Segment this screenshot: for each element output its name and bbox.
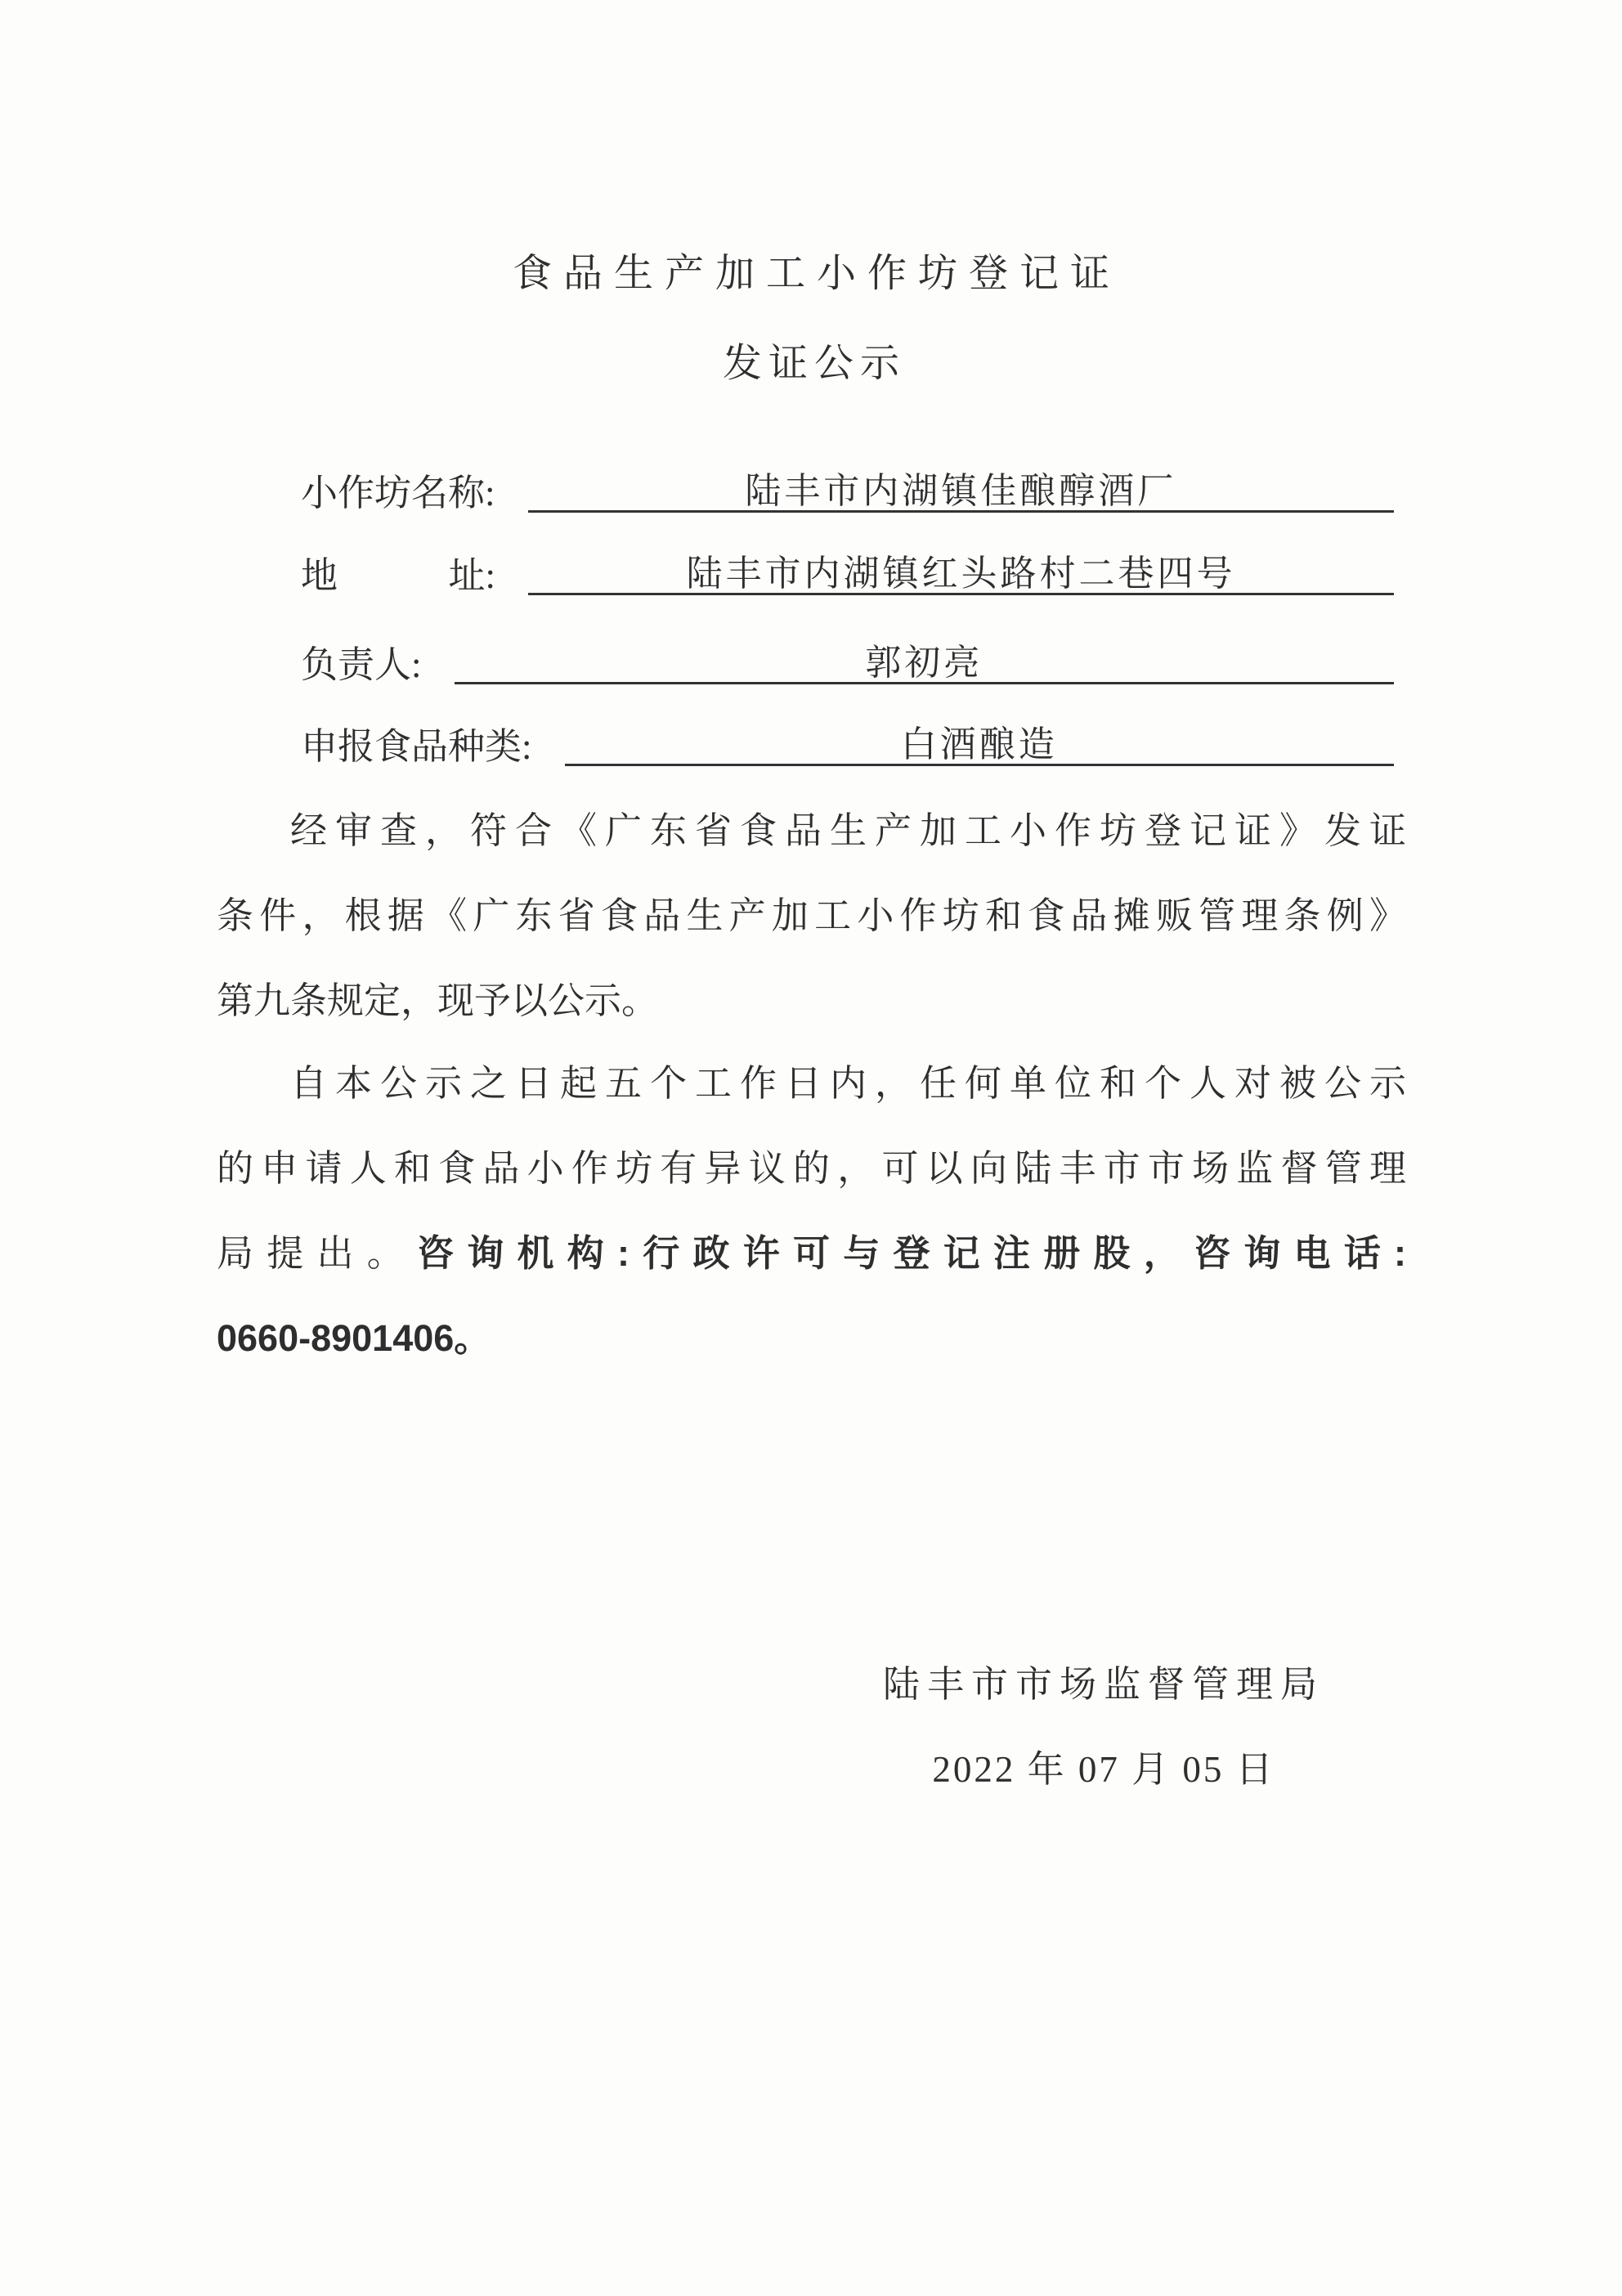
document-title: 食品生产加工小作坊登记证 bbox=[512, 252, 1121, 295]
workshop-name-label: 小作坊名称: bbox=[301, 473, 495, 513]
review-line-1: 经审查，符合《广东省食品生产加工小作坊登记证》发证 bbox=[290, 810, 1406, 851]
paragraph-objection bbox=[217, 1041, 1406, 1381]
objection-line-4-phone: 0660-8901406。 bbox=[217, 1317, 491, 1359]
document-subtitle: 发证公示 bbox=[722, 342, 906, 385]
food-category-value: 白酒酿造 bbox=[565, 725, 1394, 766]
signature-block bbox=[883, 1642, 1324, 1812]
objection-line-2: 的申请人和食品小作坊有异议的，可以向陆丰市市场监督管理 bbox=[217, 1148, 1406, 1189]
paragraph-review bbox=[217, 788, 1406, 1043]
person-in-charge-label: 负责人: bbox=[301, 644, 422, 685]
address-label bbox=[301, 557, 495, 595]
field-row-address bbox=[301, 554, 1394, 596]
workshop-name-value: 陆丰市内湖镇佳酿醇酒厂 bbox=[528, 472, 1394, 513]
objection-line-3-normal: 局提出。 bbox=[217, 1233, 418, 1274]
objection-line-1: 自本公示之日起五个工作日内，任何单位和个人对被公示 bbox=[290, 1063, 1406, 1104]
person-in-charge-value: 郭初亮 bbox=[455, 644, 1394, 684]
food-category-label: 申报食品种类: bbox=[301, 726, 532, 767]
field-row-person-in-charge bbox=[301, 643, 1394, 685]
address-label-right: 址: bbox=[448, 555, 495, 596]
review-line-3: 第九条规定，现予以公示。 bbox=[217, 980, 659, 1021]
address-value: 陆丰市内湖镇红头路村二巷四号 bbox=[528, 554, 1394, 595]
field-row-workshop-name bbox=[301, 471, 1394, 513]
objection-line-3-bold: 咨询机构:行政许可与登记注册股，咨询电话: bbox=[417, 1232, 1406, 1274]
objection-line-3 bbox=[217, 1211, 1406, 1296]
address-label-left: 地 bbox=[301, 555, 338, 596]
signature-date: 2022 年 07 月 05 日 bbox=[932, 1749, 1275, 1790]
field-row-food-category bbox=[301, 724, 1394, 767]
review-line-2: 条件，根据《广东省食品生产加工小作坊和食品摊贩管理条例》 bbox=[217, 895, 1406, 936]
signature-authority: 陆丰市市场监督管理局 bbox=[882, 1664, 1325, 1705]
